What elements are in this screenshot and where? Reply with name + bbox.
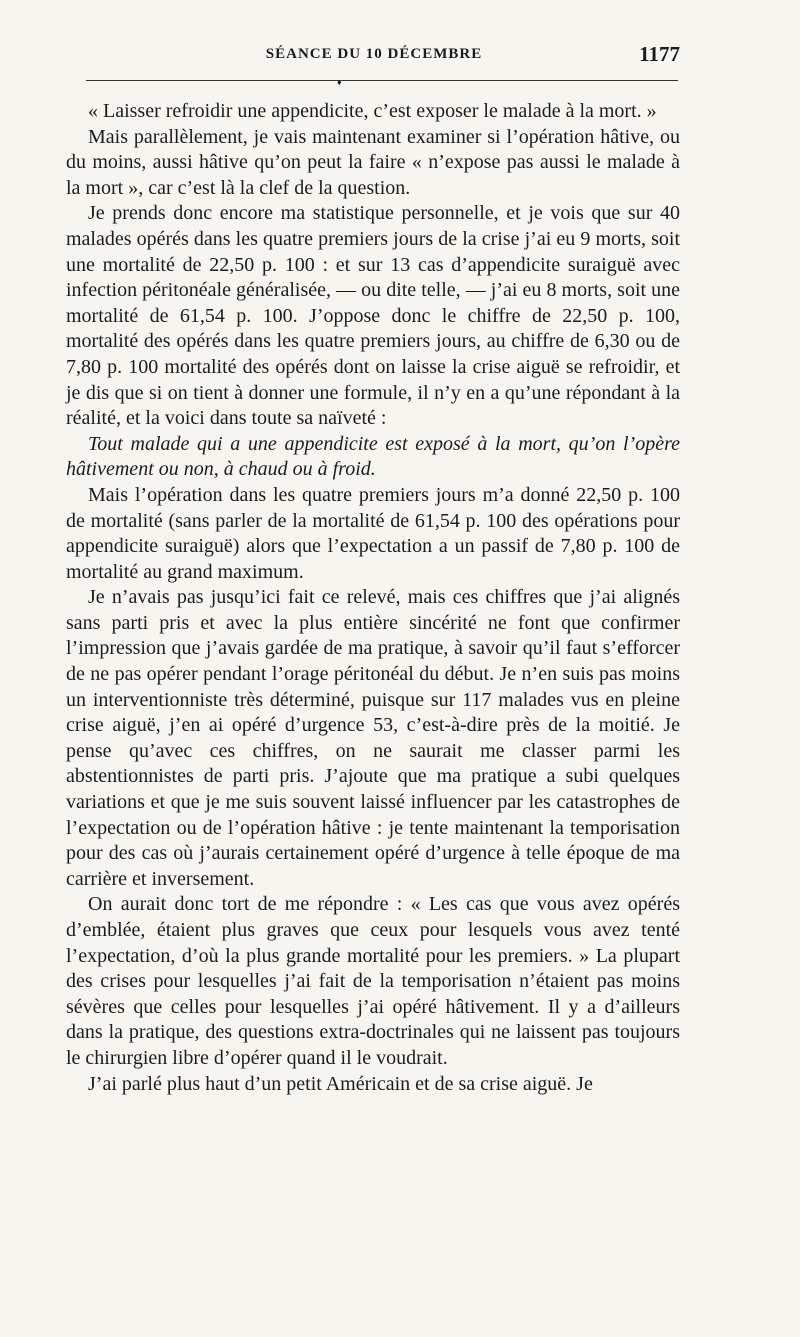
page-number: 1177 <box>639 42 680 66</box>
paragraph: « Laisser refroidir une appendicite, c’est exposer le malade à la mort. » <box>88 100 657 122</box>
italic-statement: Tout malade qui a une appendicite est exposé à la mort, qu’on l’opère hâtivement ou non, à chaud ou à froid. <box>66 432 680 481</box>
body-text <box>66 99 680 1097</box>
paragraph: Mais parallèlement, je vais maintenant examiner si l’opération hâtive, ou du moins, aussi hâtive qu’on peut la faire « n’expose pas aussi le malade à la mort », car c’est là la clef de la question. <box>66 125 680 199</box>
header-rule <box>86 80 678 81</box>
header-title: SÉANCE DU 10 DÉCEMBRE <box>265 46 483 62</box>
rule-ornament: ♦ <box>337 77 342 87</box>
paragraph: Je n’avais pas jusqu’ici fait ce relevé, mais ces chiffres que j’ai alignés sans parti pris et avec la plus entière sincérité ne font que confirmer l’impression que j’avais gardée de ma pratique, à savoir qu’il faut s’efforcer de ne pas opérer pendant l’orage péritonéal du début. Je n’en suis pas moins un interventionniste très déterminé, puisque sur 117 malades vus en pleine crise aiguë, j’en ai opéré d’urgence 53, c’est-à-dire près de la moitié. Je pense qu’avec ces chiffres, on ne saurait me classer parmi les abstentionnistes de parti pris. J’ajoute que ma pratique a subi quelques variations et que je me suis souvent laissé influencer par les catastrophes de l’expectation ou de l’opération hâtive : je tente maintenant la temporisation pour des cas où j’aurais certainement opéré d’urgence à telle époque de ma carrière et inversement. <box>66 586 680 890</box>
paragraph: On aurait donc tort de me répondre : « Les cas que vous avez opérés d’emblée, étaient plus graves que ceux pour lesquels vous avez tenté l’expectation, d’où la plus grande mortalité pour les premiers. » La plupart des crises pour lesquelles j’ai fait de la temporisation n’étaient pas moins sévères que celles pour lesquelles j’ai opéré hâtivement. Il y a d’ailleurs dans la pratique, des questions extra-doctrinales qui ne laissent pas toujours le chirurgien libre d’opérer quand il le voudrait. <box>66 893 680 1069</box>
paragraph: Je prends donc encore ma statistique personnelle, et je vois que sur 40 malades opérés dans les quatre premiers jours de la crise j’ai eu 9 morts, soit une mortalité de 22,50 p. 100 : et sur 13 cas d’appendicite suraiguë avec infection péritonéale généralisée, — ou dite telle, — j’ai eu 8 morts, soit une mortalité de 61,54 p. 100. J’oppose donc le chiffre de 22,50 p. 100, mortalité des opérés dans les quatre premiers jours, au chiffre de 6,30 ou de 7,80 p. 100 mortalité des opérés dont on laisse la crise aiguë se refroidir, et je dis que si on tient à donner une formule, il n’y en a qu’une répondant à la réalité, et la voici dans toute sa naïveté : <box>66 202 680 430</box>
paragraph: J’ai parlé plus haut d’un petit Américain et de sa crise aiguë. Je <box>88 1072 593 1095</box>
paragraph: Mais l’opération dans les quatre premiers jours m’a donné 22,50 p. 100 de mortalité (sans parler de la mortalité de 61,54 p. 100 des opérations pour appendicite suraiguë) alors que l’expectation a un passif de 7,80 p. 100 de mortalité au grand maximum. <box>66 483 680 583</box>
running-header <box>68 40 680 66</box>
